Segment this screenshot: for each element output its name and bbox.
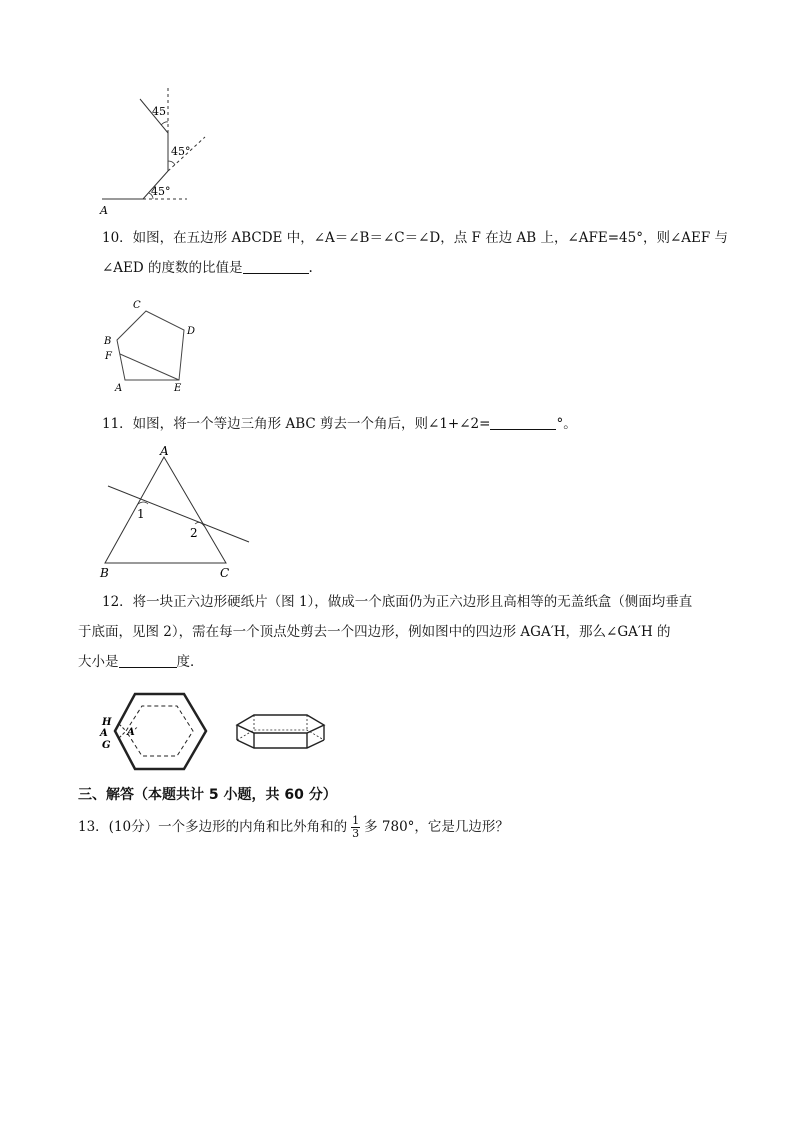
label-a: A xyxy=(100,728,108,739)
q12-line3-text: 大小是 xyxy=(78,654,119,670)
box-bottom-front xyxy=(237,740,324,748)
label-g: G xyxy=(102,740,111,751)
q13-text-end: 多 780°，它是几边形？ xyxy=(364,819,509,835)
fraction-denominator: 3 xyxy=(352,827,360,840)
hexagon-figure xyxy=(95,688,215,778)
q11-text-end: °。 xyxy=(556,416,577,432)
angle-1-arc xyxy=(138,502,148,504)
label-a: A xyxy=(160,444,169,458)
label-a-prime: A′ xyxy=(127,727,138,738)
label-b: B xyxy=(100,566,109,580)
label-b: B xyxy=(104,336,112,347)
q10-answer-blank[interactable] xyxy=(243,259,309,274)
angle-arc-mid xyxy=(168,161,175,165)
q10-line2 xyxy=(102,258,313,278)
angle-label-top: 45 xyxy=(152,105,166,118)
q11-text: 11．如图，将一个等边三角形 ABC 剪去一个角后，则∠1+∠2= xyxy=(102,416,491,432)
label-e: E xyxy=(174,383,182,394)
q10-line1: 10．如图，在五边形 ABCDE 中，∠A＝∠B＝∠C＝∠D，点 F 在边 AB 上，∠AFE=45°，则∠AEF 与 xyxy=(102,230,729,246)
q12-line2: 于底面，见图 2），需在每一个顶点处剪去一个四边形，例如图中的四边形 AGA′H，那么∠GA′H 的 xyxy=(78,624,671,640)
label-c: C xyxy=(133,300,141,311)
q13-line xyxy=(78,813,509,841)
label-h: H xyxy=(102,717,112,728)
angle-label-mid: 45° xyxy=(171,145,191,158)
label-c: C xyxy=(220,566,230,580)
q13-text: 13．(10分）一个多边形的内角和比外角和的 xyxy=(78,819,348,835)
box-figure xyxy=(232,710,332,760)
q12-line1: 12．将一块正六边形硬纸片（图 1），做成一个底面仍为正六边形且高相等的无盖纸盒（侧面均垂直 xyxy=(102,594,693,610)
label-a: A xyxy=(115,383,123,394)
q10-line2-end: . xyxy=(308,260,313,276)
point-label-a: A xyxy=(100,204,108,217)
q12-answer-blank[interactable] xyxy=(119,653,177,668)
q11-line xyxy=(102,414,577,434)
triangle-figure xyxy=(98,444,258,580)
q11-answer-blank[interactable] xyxy=(490,415,556,430)
pentagon-abcde xyxy=(117,311,184,380)
q12-line3-end: 度． xyxy=(176,654,204,670)
label-f: F xyxy=(105,351,112,362)
label-1: 1 xyxy=(137,507,145,521)
q12-line3 xyxy=(78,652,204,672)
section-heading: 三、解答（本题共计 5 小题，共 60 分） xyxy=(78,787,337,803)
angle-label-bottom: 45° xyxy=(151,185,171,198)
box-top-rim xyxy=(237,715,324,733)
cut-line xyxy=(108,486,249,542)
q10-line2-text: ∠AED 的度数的比值是 xyxy=(102,260,243,276)
label-2: 2 xyxy=(190,526,198,540)
label-d: D xyxy=(187,326,196,337)
pentagon-figure xyxy=(100,298,210,398)
triangle-abc xyxy=(105,457,226,563)
reflection-figure xyxy=(95,85,220,220)
segment-fe xyxy=(120,354,179,380)
cut-line-g xyxy=(119,731,126,738)
cut-line-h xyxy=(119,724,126,731)
fraction-one-third xyxy=(351,815,360,840)
fraction-numerator: 1 xyxy=(352,814,360,827)
angle-arc-top xyxy=(161,122,168,125)
